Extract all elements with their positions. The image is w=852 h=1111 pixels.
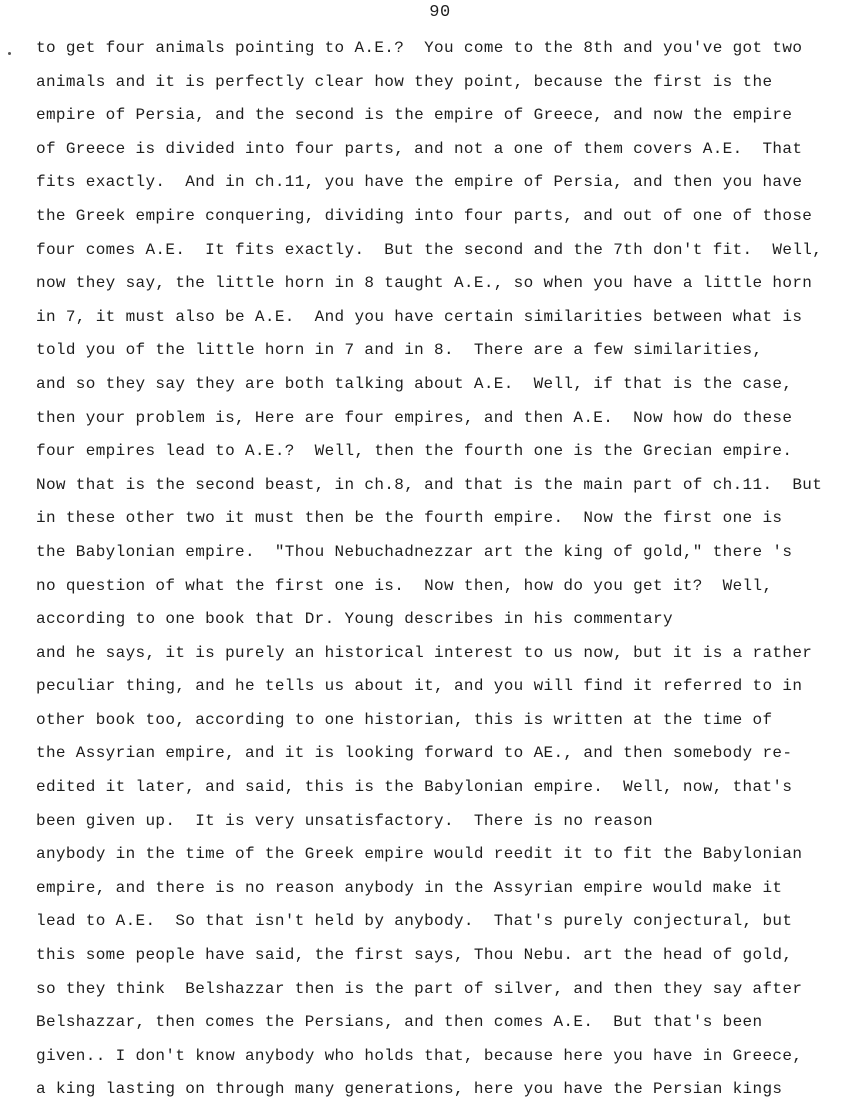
text-line: Belshazzar, then comes the Persians, and then comes A.E. But that's been bbox=[36, 1013, 763, 1032]
text-line: a king lasting on through many generations, here you have the Persian kings bbox=[36, 1080, 783, 1099]
text-line: given.. I don't know anybody who holds that, because here you have in Greece, bbox=[36, 1046, 803, 1065]
text-line: fits exactly. And in ch.11, you have the empire of Persia, and then you have bbox=[36, 173, 803, 192]
text-line: then your problem is, Here are four empires, and then A.E. Now how do these bbox=[36, 408, 793, 427]
text-line: and so they say they are both talking about A.E. Well, if that is the case, bbox=[36, 374, 793, 393]
text-line: and he says, it is purely an historical interest to us now, but it is a rather bbox=[36, 643, 813, 662]
text-line: according to one book that Dr. Young describes in his commentary bbox=[36, 610, 673, 629]
text-line: of Greece is divided into four parts, and not a one of them covers A.E. That bbox=[36, 139, 803, 158]
text-line: to get four animals pointing to A.E.? You come to the 8th and you've got two bbox=[36, 39, 803, 57]
text-line: this some people have said, the first says, Thou Nebu. art the head of gold, bbox=[36, 946, 793, 965]
text-line: no question of what the first one is. Now then, how do you get it? Well, bbox=[36, 576, 773, 595]
text-line: now they say, the little horn in 8 taught A.E., so when you have a little horn bbox=[36, 274, 813, 293]
text-line: in 7, it must also be A.E. And you have certain similarities between what is bbox=[36, 307, 803, 326]
text-line: four comes A.E. It fits exactly. But the second and the 7th don't fit. Well, bbox=[36, 240, 823, 259]
text-line: peculiar thing, and he tells us about it, and you will find it referred to in bbox=[36, 677, 803, 696]
text-line: the Assyrian empire, and it is looking forward to AE., and then somebody re- bbox=[36, 744, 793, 763]
text-line: four empires lead to A.E.? Well, then the fourth one is the Grecian empire. bbox=[36, 442, 793, 461]
text-line: animals and it is perfectly clear how they point, because the first is the bbox=[36, 72, 773, 91]
body-text bbox=[36, 36, 848, 1111]
text-line: so they think Belshazzar then is the part of silver, and then they say after bbox=[36, 979, 803, 998]
text-line: lead to A.E. So that isn't held by anybody. That's purely conjectural, but bbox=[36, 912, 793, 931]
text-line: told you of the little horn in 7 and in 8. There are a few similarities, bbox=[36, 341, 763, 360]
text-line: Now that is the second beast, in ch.8, and that is the main part of ch.11. But bbox=[36, 475, 823, 494]
page-number: 90 bbox=[429, 3, 451, 22]
text-line: empire, and there is no reason anybody in the Assyrian empire would make it bbox=[36, 878, 783, 897]
text-line: in these other two it must then be the fourth empire. Now the first one is bbox=[36, 509, 783, 528]
text-line: the Greek empire conquering, dividing into four parts, and out of one of those bbox=[36, 206, 813, 225]
text-line: the Babylonian empire. "Thou Nebuchadnezzar art the king of gold," there 's bbox=[36, 542, 793, 561]
margin-pen-mark bbox=[8, 52, 11, 55]
text-line: been given up. It is very unsatisfactory. There is no reason bbox=[36, 811, 653, 830]
text-line: empire of Persia, and the second is the empire of Greece, and now the empire bbox=[36, 106, 793, 125]
text-line: other book too, according to one historian, this is written at the time of bbox=[36, 710, 773, 729]
text-line: anybody in the time of the Greek empire would reedit it to fit the Babylonian bbox=[36, 845, 803, 864]
text-line: edited it later, and said, this is the Babylonian empire. Well, now, that's bbox=[36, 778, 793, 797]
